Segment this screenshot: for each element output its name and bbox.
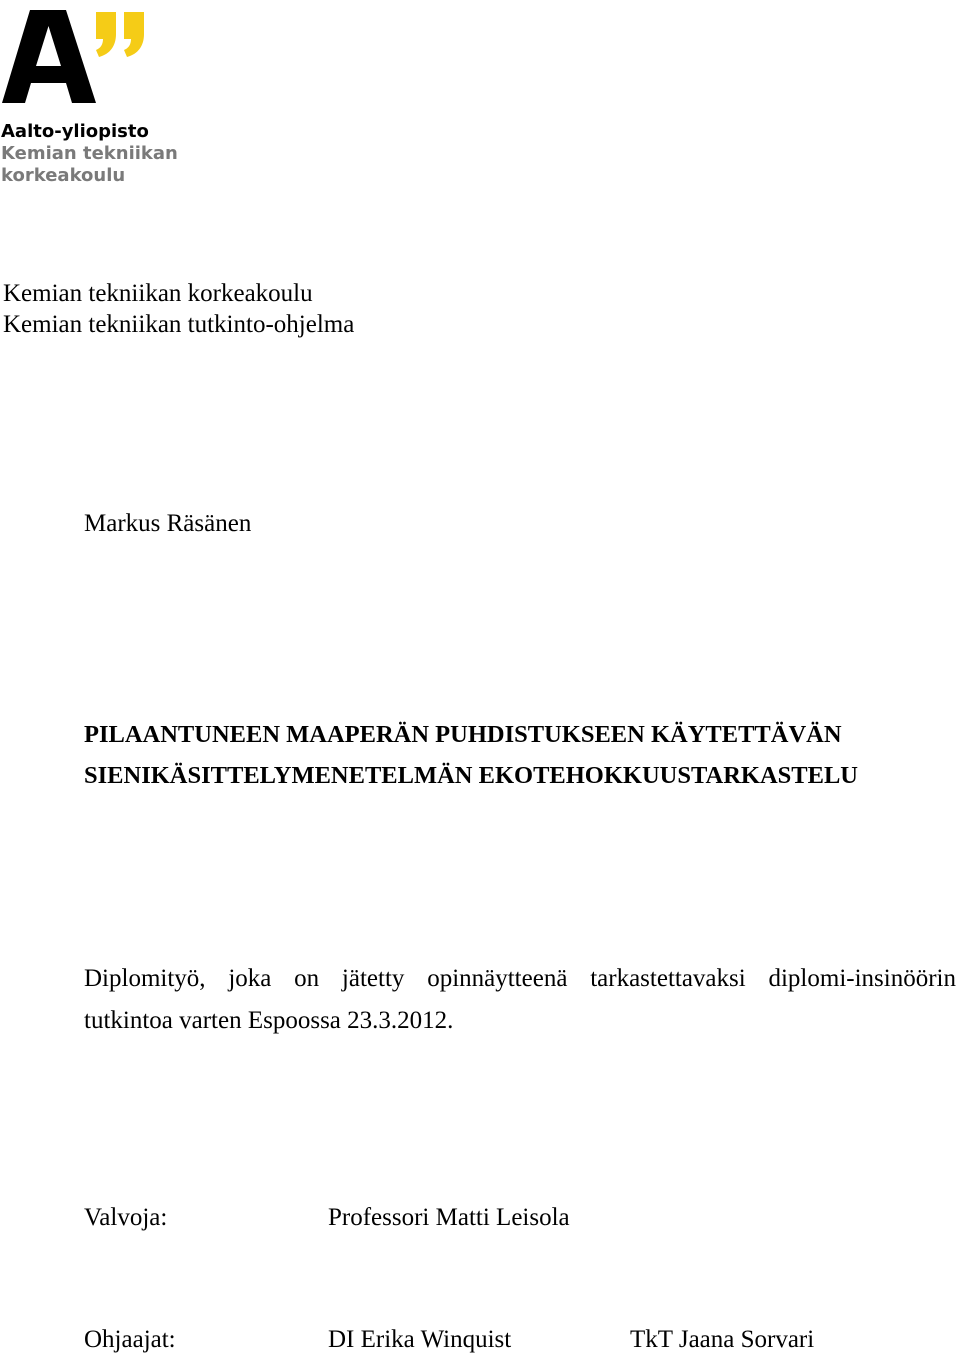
description-line1: Diplomityö, joka on jätetty opinnäytteenä tarkastettavaksi diplomi-insinöörin (84, 965, 956, 992)
logo-university-name: Aalto-yliopisto (1, 121, 149, 142)
supervisor-label: Valvoja: (84, 1204, 168, 1231)
author-name: Markus Räsänen (84, 510, 252, 537)
aalto-a-icon (0, 0, 160, 110)
advisors-label: Ohjaajat: (84, 1326, 176, 1353)
thesis-title (84, 714, 858, 796)
degree-programme: Kemian tekniikan tutkinto-ohjelma (3, 311, 355, 338)
advisor-name-1: DI Erika Winquist (328, 1326, 512, 1353)
logo-school-name-line2: korkeakoulu (1, 165, 126, 186)
logo-school-name-line1: Kemian tekniikan (1, 143, 178, 164)
school-info (3, 278, 354, 340)
school-name: Kemian tekniikan korkeakoulu (3, 280, 313, 307)
advisor-name-2: TkT Jaana Sorvari (630, 1326, 815, 1353)
aalto-logo (0, 0, 200, 190)
supervisor-name: Professori Matti Leisola (328, 1204, 570, 1231)
thesis-description (84, 958, 956, 1042)
thesis-title-line2: SIENIKÄSITTELYMENETELMÄN EKOTEHOKKUUSTARKASTELU (84, 762, 858, 789)
description-line2: tutkintoa varten Espoossa 23.3.2012. (84, 1007, 454, 1034)
thesis-title-line1: PILAANTUNEEN MAAPERÄN PUHDISTUKSEEN KÄYTETTÄVÄN (84, 721, 842, 748)
